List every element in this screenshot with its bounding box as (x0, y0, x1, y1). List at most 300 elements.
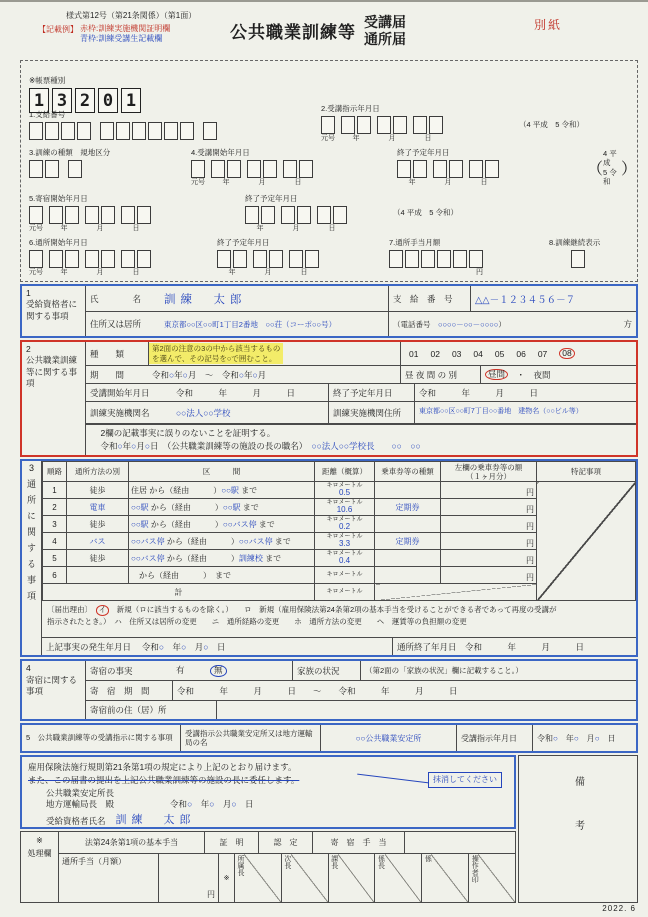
text-part: から（経由 ） (164, 536, 239, 546)
era-code-note: （4 平成 5 令和） (393, 208, 459, 217)
ocr-box (101, 250, 115, 268)
family-label: 家族の状況 (292, 661, 360, 680)
commute-end-field (217, 237, 319, 276)
processing-header-row (59, 832, 515, 854)
section-recipient (20, 284, 638, 338)
fare-cell: 円 (441, 516, 537, 533)
form-type-field (29, 75, 141, 113)
certification-block (86, 424, 636, 455)
text-part: 年 (192, 798, 210, 809)
form-type-digit: 1 (121, 88, 141, 113)
stamp-cell (422, 854, 469, 902)
date-box-group (29, 250, 151, 276)
text-part: ○○駅 (221, 485, 239, 495)
ticket-cell (375, 567, 441, 584)
kind-code: 04 (473, 348, 483, 359)
stamp-label: 課長 (330, 855, 338, 870)
ocr-box (227, 160, 241, 178)
ocr-box (217, 250, 231, 268)
col-kukan: 区 間 (129, 462, 315, 482)
method-cell (67, 533, 129, 550)
fare-cell: 円 (441, 499, 537, 516)
shikyu-bango-boxes (29, 122, 224, 140)
text-part: 日 (208, 641, 226, 652)
ocr-box (429, 116, 443, 134)
basic-allowance-label: 法第24条第1項の基本手当 (59, 832, 205, 853)
ocr-box (29, 206, 43, 224)
ticket-cell (375, 550, 441, 567)
ocr-box (485, 160, 499, 178)
junro-cell: 3 (43, 516, 67, 533)
text-part: から（経由 ） まで (131, 570, 231, 580)
distance-cell: キロメートル 10.6 (315, 499, 375, 516)
course-end-field (397, 147, 499, 186)
total-na-cell (375, 584, 537, 601)
lodging-start-field (29, 193, 151, 232)
route-cell (129, 482, 315, 499)
form-type-digit: 0 (98, 88, 118, 113)
era-part (321, 116, 335, 142)
commute-allowance-label: 通所手当（月額） (59, 854, 159, 902)
certify-statement: 2欄の記載事実に誤りのないことを証明する。 (92, 428, 276, 438)
erase-callout: 抹消してください (428, 772, 502, 788)
ticket-cell: 定期券 (375, 499, 441, 516)
bottom-region (20, 755, 638, 903)
commute-allowance-field (389, 237, 483, 276)
paren-open: （ (587, 161, 604, 179)
month-label: 月 (264, 269, 272, 276)
addressee-names (46, 788, 114, 811)
text-part: から（経由 ） (148, 502, 223, 512)
gengo-label: 元号 (29, 225, 43, 232)
section-title: 公共職業訓練等の受講指示に関する事項 (37, 733, 173, 743)
section-training (20, 340, 638, 457)
stamp-space (385, 854, 422, 902)
ocr-box (85, 250, 99, 268)
text-part: バス (89, 536, 106, 546)
text-part: ○○バス停 (238, 536, 273, 546)
stamp-cell (469, 854, 515, 902)
daynight-value (480, 366, 636, 383)
yen-label: 円 (476, 269, 483, 276)
form-title-docs (364, 14, 406, 48)
processing-side-label (21, 832, 59, 902)
year-label: 年 (256, 225, 264, 232)
start-label: 受講開始年月日 (90, 387, 150, 398)
ocr-box (321, 116, 335, 134)
section-number: 2 (26, 344, 31, 354)
text-part: 夜間 (533, 369, 551, 380)
distance-cell: キロメートル 0.2 (315, 516, 375, 533)
text-part: 日 (599, 733, 616, 743)
start-end-row (86, 384, 636, 402)
text-part: ○ (231, 798, 237, 809)
date-box-group (29, 206, 151, 232)
year-label: 年 (60, 225, 68, 232)
section-title: 通所に関する事項 (26, 479, 36, 608)
section-number: 5 (26, 733, 31, 743)
tokki-cell (537, 482, 636, 601)
kind-code: 02 (430, 348, 440, 359)
text-part: まで (240, 502, 259, 512)
ocr-box (357, 116, 371, 134)
stamp-space (244, 854, 281, 902)
commute-start-label: 6.通所開始年月日 (29, 238, 88, 247)
ocr-box (397, 160, 411, 178)
ocr-box (49, 206, 63, 224)
text-part: まで (238, 485, 258, 495)
junro-cell: 1 (43, 482, 67, 499)
text-part: 令和 (170, 798, 188, 809)
declaration-date (170, 798, 253, 810)
period-label: 期 間 (90, 369, 125, 380)
method-cell (67, 550, 129, 567)
route-cell (129, 516, 315, 533)
kind-code: 01 (409, 348, 419, 359)
ocr-box (289, 250, 303, 268)
ocr-box (132, 122, 146, 140)
era-reiwa: 5 令和 (603, 167, 617, 187)
total-label: 計 (43, 584, 315, 601)
fare-cell: 円 (441, 482, 537, 499)
form-type-digit: 1 (29, 88, 49, 113)
jukoushiji-date-field (321, 103, 443, 142)
text-part: ○ (203, 641, 209, 652)
text-part: 徒歩 (89, 485, 106, 495)
text-part: 月 (136, 441, 145, 452)
year-label: 年 (352, 135, 360, 142)
kind-code-selected: 08 (559, 348, 574, 360)
lodging-fact-row (86, 661, 636, 681)
text-part: ○ (238, 369, 244, 380)
certify-signature (92, 440, 630, 453)
month-label: 月 (96, 269, 104, 276)
ocr-box (405, 250, 419, 268)
yen-cell: 円 (159, 854, 219, 902)
stamp-space (291, 854, 328, 902)
ocr-box (281, 206, 295, 224)
text-part: ○ (117, 441, 123, 452)
day-label: 日 (294, 179, 302, 186)
ocr-box (148, 122, 162, 140)
distance-cell: キロメートル (315, 567, 375, 584)
example-notes (80, 24, 170, 45)
ticket-cell (375, 482, 441, 499)
distance-cell: キロメートル 3.3 (315, 533, 375, 550)
month-label: 月 (258, 179, 266, 186)
ocr-box (101, 206, 115, 224)
training-continue-field (549, 237, 600, 268)
shomei-label: 証 明 (205, 832, 259, 853)
kind-label: 種 類 (90, 348, 125, 359)
ocr-box (65, 250, 79, 268)
ocr-box (317, 206, 331, 224)
col-method: 通所方法の別 (67, 462, 129, 482)
month-label: 月 (388, 135, 396, 142)
instruction-office-label: 受講指示公共職業安定所又は地方運輸局の名 (180, 725, 320, 751)
gengo-label: 元号 (191, 179, 205, 186)
ocr-box (164, 122, 178, 140)
month-part (377, 116, 407, 142)
course-end-label: 終了予定年月日 (397, 148, 450, 157)
text-part: ・ (508, 369, 534, 380)
section5-side-label (22, 725, 180, 751)
text-part: ○○○○－○○－○○○○ (438, 319, 499, 329)
gengo-label: 元号 (29, 269, 43, 276)
text-part: 年 (557, 733, 574, 743)
stamp-label: 所属長 (237, 855, 245, 877)
route-cell (129, 533, 315, 550)
ocr-box (45, 122, 59, 140)
method-cell (67, 482, 129, 499)
commute-row (43, 482, 636, 499)
text-part: 令和 (133, 641, 159, 652)
ocr-box (180, 122, 194, 140)
processing-label: 処理欄 (27, 849, 52, 859)
instruction-date-value (532, 725, 636, 751)
text-part: から（経由 ） (164, 553, 239, 563)
section4-side-label (22, 661, 86, 719)
ocr-box (121, 206, 135, 224)
fare-cell: 円 (441, 533, 537, 550)
remarks-label: 備考 (572, 776, 584, 865)
text-part: から（経由 ） (148, 519, 223, 529)
kind-note-cell (148, 342, 400, 365)
signer-label: 受給資格者氏名 (46, 815, 106, 826)
tono-suffix: 殿 (105, 799, 115, 810)
reason-line1 (47, 604, 631, 616)
processing-mark: ※ (36, 836, 43, 846)
text-part: 令和 (152, 369, 170, 380)
year-label: 年 (408, 179, 416, 186)
form-title-jukou: 受講届 (364, 14, 406, 30)
jukoushiji-date-label: 2.受講指示年月日 (321, 104, 380, 113)
text-part: 〔届出理由〕 (47, 605, 96, 615)
text-part: まで (256, 519, 275, 529)
previous-address-row (86, 701, 636, 719)
text-part: ○○法人○○学校長 (311, 441, 375, 452)
period-value (148, 368, 400, 382)
date-box-group (321, 116, 443, 142)
period-row (86, 366, 636, 384)
section-number: 4 (26, 663, 31, 674)
commute-end-label: 終了予定年月日 (217, 238, 270, 247)
text-part: ○ (182, 369, 188, 380)
text-part: ○ (594, 733, 600, 743)
address-value: 東京都○○区○○町1丁目2番地 ○○荘（コーポ○○号） (164, 319, 337, 329)
name-value: 訓練 太郎 (164, 293, 247, 306)
shikyu-bango-label: 1.支給番号 (29, 110, 66, 119)
text-part: 月 ～ 令和 (187, 369, 239, 380)
payment-number-value: △△－１２３４５６－７ (470, 286, 636, 311)
text-part: ○○ ○○ (391, 441, 421, 452)
year-label: 年 (60, 269, 68, 276)
kind-code: 03 (451, 348, 462, 359)
remarks-cell (518, 755, 638, 903)
signer-row (46, 813, 508, 829)
ocr-box (261, 206, 275, 224)
box-group (100, 122, 194, 140)
text-part: ○○バス停 (131, 553, 165, 563)
ocr-box (233, 250, 247, 268)
junro-cell: 5 (43, 550, 67, 567)
text-part: ○ (181, 641, 187, 652)
ocr-box (333, 206, 347, 224)
form-type-digit: 3 (52, 88, 72, 113)
text-part: ○ (573, 733, 579, 743)
date-box-group (397, 160, 499, 186)
ocr-box (137, 250, 151, 268)
form-number: 様式第12号（第21条関係）（第1面） (66, 11, 197, 20)
junro-cell: 2 (43, 499, 67, 516)
kind-code: 05 (494, 348, 505, 359)
method-cell (67, 499, 129, 516)
ocr-box (389, 250, 403, 268)
text-part: 住居 (131, 485, 147, 495)
section1-side-label (22, 286, 86, 336)
year-label: 年 (228, 269, 236, 276)
lodging-fact-value (172, 663, 292, 678)
ocr-box (305, 250, 319, 268)
box-group (68, 160, 82, 178)
form-title-tsusho: 通所届 (364, 30, 406, 47)
day-label: 日 (328, 225, 336, 232)
text-part: 無 (210, 665, 227, 677)
ocr-box (377, 116, 391, 134)
end-label: 終了予定年月日 (328, 384, 414, 401)
text-part: ○ (131, 441, 137, 452)
example-note-blue: 青枠:訓練受講生記載欄 (80, 34, 163, 44)
lodging-period-row (86, 681, 636, 701)
name-label: 氏 名 (90, 293, 142, 304)
ocr-box (469, 160, 483, 178)
col-tokki: 特記事項 (537, 462, 636, 482)
method-cell (67, 567, 129, 584)
text-part: 年 (174, 369, 183, 380)
day-part (413, 116, 443, 142)
stamp-label: 係 (424, 855, 432, 863)
ocr-box (85, 206, 99, 224)
stamp-label: 係長 (377, 855, 385, 870)
course-start-label: 4.受講開始年月日 (191, 148, 250, 157)
ocr-box (29, 160, 43, 178)
text-part (375, 441, 392, 451)
text-part: 電車 (89, 502, 106, 512)
ticket-cell: 定期券 (375, 533, 441, 550)
kata-suffix: 方 (623, 319, 632, 329)
ocr-box (121, 250, 135, 268)
ocr-box (421, 250, 435, 268)
kind-row (86, 342, 636, 366)
addressee-row (28, 788, 508, 811)
text-part: ○ (553, 733, 558, 743)
section3-side-label (22, 461, 42, 655)
era-code-note-stacked (587, 149, 637, 187)
era-code-note: （4 平成 5 令和） (519, 120, 585, 129)
text-part: ○○駅 (222, 502, 241, 512)
ocr-box (253, 250, 267, 268)
text-part: 徒歩 (89, 519, 106, 529)
text-part: ○ (169, 369, 175, 380)
day-label: 日 (132, 225, 140, 232)
ocr-box (116, 122, 130, 140)
text-part: ） (498, 319, 506, 329)
machine-readable-area (20, 60, 638, 282)
year-label: 年 (222, 179, 230, 186)
shikyu-bango-field (29, 109, 224, 140)
processing-area (20, 831, 516, 903)
text-part: ○ (144, 441, 150, 452)
box-group (29, 160, 59, 178)
route-cell (129, 499, 315, 516)
distance-cell: キロメートル 0.5 (315, 482, 375, 499)
org-address-value: 東京都○○区○○町7丁目○○番地 建物名（○○ビル等） (414, 402, 636, 423)
stamp-mark-cell: ※ (219, 854, 235, 902)
ocr-box (413, 116, 427, 134)
month-label: 月 (444, 179, 452, 186)
start-value: 令和 年 月 日 (176, 387, 296, 398)
col-junro: 順路 (43, 462, 67, 482)
section2-side-label (22, 342, 86, 455)
text-part: 昼間 (485, 369, 508, 381)
commute-end-cell (392, 638, 636, 655)
lodging-fact-label: 寄宿の事実 (90, 665, 133, 676)
form-title (230, 14, 406, 48)
example-legend (38, 24, 170, 45)
text-part: 日 （公共職業訓練等の施設の長の職名） (149, 441, 312, 452)
kind-codes (400, 342, 636, 365)
ocr-box (245, 206, 259, 224)
ticket-cell (375, 516, 441, 533)
stamp-cell (282, 854, 329, 902)
revision-date: 2022. 6 (602, 904, 636, 913)
addressee-1: 公共職業安定所長 (46, 787, 115, 798)
form-title-main: 公共職業訓練等 (230, 23, 356, 43)
date-box-group (191, 160, 313, 186)
text-part: イ (96, 605, 110, 616)
payment-number-label: 支 給 番 号 (388, 286, 470, 311)
training-continue-label: 8.訓練継続表示 (549, 238, 601, 247)
org-row (86, 402, 636, 424)
org-address-label: 訓練実施機関住所 (328, 402, 414, 423)
commute-allowance-label: 7.通所手当月額 (389, 238, 441, 247)
amount-part (389, 250, 483, 276)
ocr-box (211, 160, 225, 178)
occurrence-date (133, 642, 225, 652)
section-lodging (20, 659, 638, 721)
kind-code: 06 (516, 348, 526, 359)
ocr-box (203, 122, 217, 140)
text-part: ○ (158, 641, 165, 652)
processing-stamp-row (59, 854, 515, 902)
section-title: 受給資格者に関する事項 (26, 299, 78, 321)
org-label: 訓練実施機関名 (90, 407, 150, 418)
ocr-box (45, 160, 59, 178)
lodging-allowance-label: 寄 宿 手 当 (313, 832, 405, 853)
route-cell (129, 550, 315, 567)
commute-end-date: 令和 年 月 日 (456, 641, 585, 652)
ocr-box (393, 116, 407, 134)
text-part: まで (262, 553, 282, 563)
struck-text: また、この届書の提出を上記公共職業訓練等の施設の長に委任します。 (28, 774, 300, 785)
ocr-box (263, 160, 277, 178)
fare-cell: 円 (441, 567, 537, 584)
end-value: 令和 年 月 日 (414, 384, 636, 401)
declaration-line1: 雇用保険法施行規則第21条第1項の規定により上記のとおり届けます。 (28, 762, 297, 773)
text-part: 年 (164, 641, 182, 652)
text-part: 月 (186, 641, 204, 652)
ocr-box (449, 160, 463, 178)
